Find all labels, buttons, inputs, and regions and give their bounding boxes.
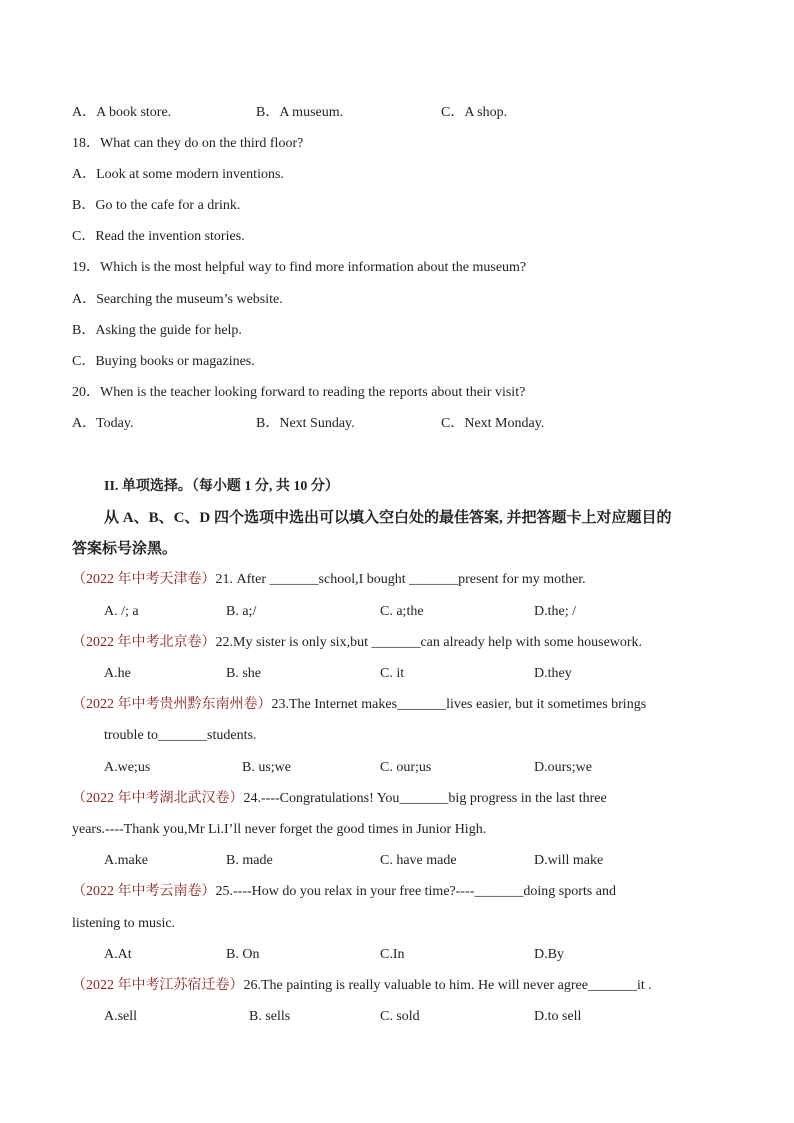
q19-option-a: A．Searching the museum’s website.: [72, 292, 283, 307]
q26-option-c: C. sold: [380, 1009, 420, 1024]
question-text: 26.The painting is really valuable to him. He will never agree_______it .: [243, 978, 652, 993]
q19-option-c: C．Buying books or magazines.: [72, 354, 255, 369]
q20-option-b: B．Next Sunday.: [256, 416, 355, 431]
question-source: （2022 年中考江苏宿迁卷）: [72, 978, 244, 993]
question-23: [72, 696, 722, 714]
q24-option-a: A.make: [104, 853, 148, 868]
q23-option-a: A.we;us: [104, 760, 151, 775]
question-text: 23.The Internet makes_______lives easier, but it sometimes brings: [271, 697, 647, 712]
q22-option-a: A.he: [104, 666, 131, 681]
question-source: （2022 年中考天津卷）: [72, 572, 216, 587]
question-23-continued: trouble to_______students.: [104, 728, 257, 743]
q26-option-b: B. sells: [249, 1009, 291, 1024]
q22-option-d: D.they: [534, 666, 572, 681]
q25-option-c: C.In: [380, 947, 405, 962]
section-instruction-line2: 答案标号涂黑。: [72, 541, 178, 557]
section-title: II. 单项选择。（每小题 1 分, 共 10 分）: [104, 479, 339, 494]
question-text: 25.----How do you relax in your free time?----_______doing sports and: [215, 884, 616, 899]
q19-stem: 19．Which is the most helpful way to find more information about the museum?: [72, 260, 527, 275]
q18-option-c: C．Read the invention stories.: [72, 229, 245, 244]
q20-option-a: A．Today.: [72, 416, 134, 431]
q18-option-a: A．Look at some modern inventions.: [72, 167, 284, 182]
question-text: 22.My sister is only six,but _______can already help with some housework.: [215, 635, 643, 650]
q26-option-a: A.sell: [104, 1009, 138, 1024]
q21-option-b: B. a;/: [226, 604, 257, 619]
question-source: （2022 年中考云南卷）: [72, 884, 216, 899]
q21-option-a: A. /; a: [104, 604, 139, 619]
question-text: 21. After _______school,I bought _______present for my mother.: [215, 572, 586, 587]
q21-option-c: C. a;the: [380, 604, 424, 619]
question-24: [72, 790, 722, 808]
q24-option-b: B. made: [226, 853, 273, 868]
q22-option-c: C. it: [380, 666, 405, 681]
question-source: （2022 年中考北京卷）: [72, 635, 216, 650]
q23-option-c: C. our;us: [380, 760, 432, 775]
q22-option-b: B. she: [226, 666, 261, 681]
question-24-continued: years.----Thank you,Mr Li.I’ll never forget the good times in Junior High.: [72, 822, 487, 837]
q23-option-b: B. us;we: [242, 760, 291, 775]
question-26: [72, 977, 722, 995]
q25-option-d: D.By: [534, 947, 564, 962]
q17-option-b: B．A museum.: [256, 105, 344, 120]
question-source: （2022 年中考贵州黔东南州卷）: [72, 697, 272, 712]
q24-option-c: C. have made: [380, 853, 457, 868]
q24-option-d: D.will make: [534, 853, 604, 868]
q17-option-a: A．A book store.: [72, 105, 172, 120]
q25-option-a: A.At: [104, 947, 132, 962]
q20-stem: 20．When is the teacher looking forward to reading the reports about their visit?: [72, 385, 526, 400]
q18-stem: 18．What can they do on the third floor?: [72, 136, 304, 151]
q26-option-d: D.to sell: [534, 1009, 582, 1024]
q19-option-b: B．Asking the guide for help.: [72, 323, 242, 338]
q18-option-b: B．Go to the cafe for a drink.: [72, 198, 241, 213]
q25-option-b: B. On: [226, 947, 260, 962]
question-21: [72, 571, 722, 589]
q17-option-c: C．A shop.: [441, 105, 508, 120]
q21-option-d: D.the; /: [534, 604, 576, 619]
question-source: （2022 年中考湖北武汉卷）: [72, 791, 244, 806]
section-instruction-line1: 从 A、B、C、D 四个选项中选出可以填入空白处的最佳答案, 并把答题卡上对应题目的: [104, 510, 672, 526]
q23-option-d: D.ours;we: [534, 760, 592, 775]
question-25-continued: listening to music.: [72, 916, 176, 931]
q20-option-c: C．Next Monday.: [441, 416, 545, 431]
question-25: [72, 883, 722, 901]
question-text: 24.----Congratulations! You_______big progress in the last three: [243, 791, 607, 806]
question-22: [72, 634, 722, 652]
